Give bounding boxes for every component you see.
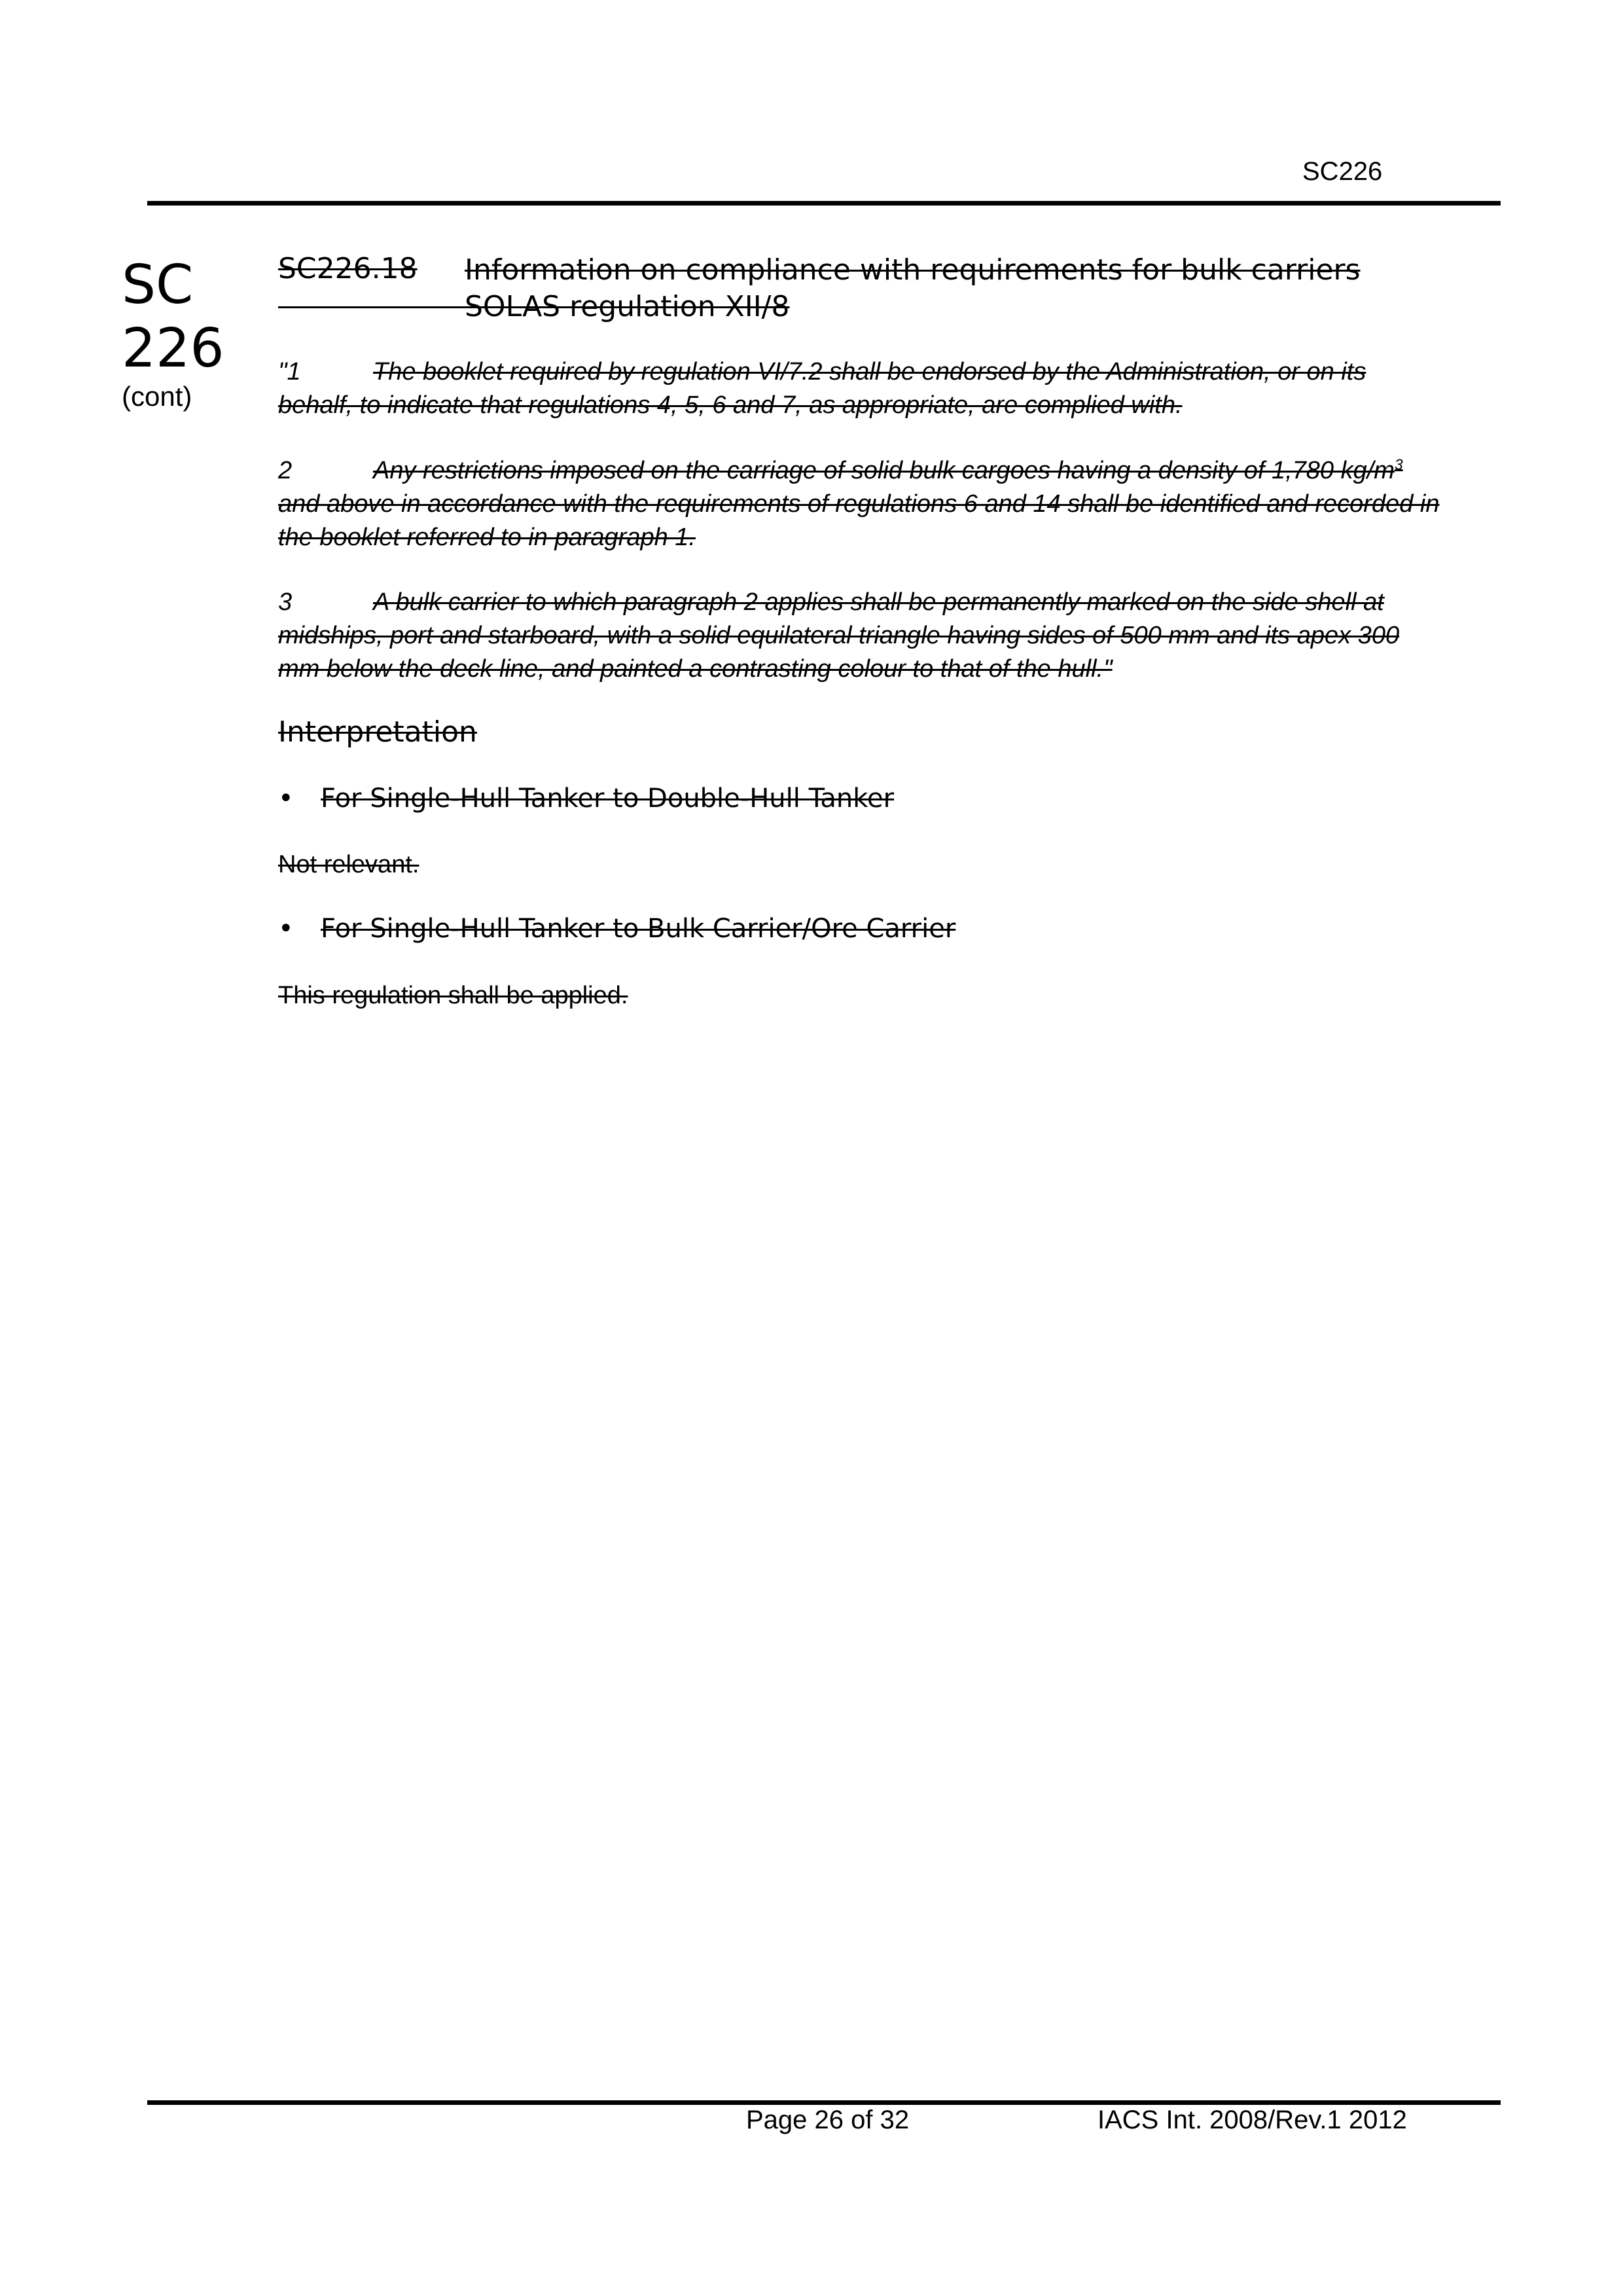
interpretation-item-2	[278, 914, 955, 944]
paragraph-text: A bulk carrier to which paragraph 2 applies shall be permanently marked on the side shell at midships, port and starboard, with a solid equilateral triangle having sides of 500 mm and its apex 300 mm below the deck line, and painted a contrasting colour to that of the hull."	[278, 588, 1400, 683]
interpretation-item-1	[278, 783, 894, 814]
header-rule	[147, 201, 1501, 206]
paragraph-number: 2	[278, 457, 293, 484]
header-document-code: SC226	[1302, 157, 1383, 186]
quoted-paragraph-2	[278, 454, 1443, 554]
interpretation-note-1: Not relevant.	[278, 851, 419, 878]
sidebar-cont-label: (cont)	[122, 381, 192, 412]
quoted-paragraph-1	[278, 355, 1443, 422]
bullet-icon: •	[278, 783, 294, 814]
paragraph-text-end: and above in accordance with the requirements of regulations 6 and 14 shall be identified and recorded in the booklet referred to in paragraph 1.	[278, 490, 1440, 551]
paragraph-text: The booklet required by regulation VI/7.2 shall be endorsed by the Administration, or on its behalf, to indicate that regulations 4, 5, 6 and 7, as appropriate, are complied with.	[278, 358, 1366, 419]
paragraph-number: 3	[278, 588, 293, 616]
sidebar-number: 226	[122, 317, 224, 380]
interpretation-item-label: For Single-Hull Tanker to Double-Hull Tanker	[321, 783, 895, 814]
footer-rule	[147, 2100, 1501, 2105]
section-title: Information on compliance with requirements for bulk carriers SOLAS regulation XII/8	[465, 253, 1361, 323]
bullet-icon: •	[278, 914, 294, 944]
superscript: 3	[1394, 456, 1403, 473]
interpretation-heading: Interpretation	[278, 715, 477, 749]
quoted-paragraph-3	[278, 586, 1443, 686]
section-title-strike-line	[278, 306, 465, 308]
sidebar-sc-label: SC	[122, 254, 194, 316]
paragraph-text-start: Any restrictions imposed on the carriage of solid bulk cargoes having a density of 1,780 kg/m	[373, 457, 1395, 484]
footer-page-number: Page 26 of 32	[746, 2106, 910, 2134]
interpretation-item-label: For Single-Hull Tanker to Bulk Carrier/Ore Carrier	[321, 914, 956, 944]
paragraph-number: "1	[278, 358, 301, 386]
section-number: SC226.18	[278, 252, 418, 285]
footer-reference: IACS Int. 2008/Rev.1 2012	[1097, 2106, 1407, 2134]
interpretation-note-2: This regulation shall be applied.	[278, 982, 628, 1009]
